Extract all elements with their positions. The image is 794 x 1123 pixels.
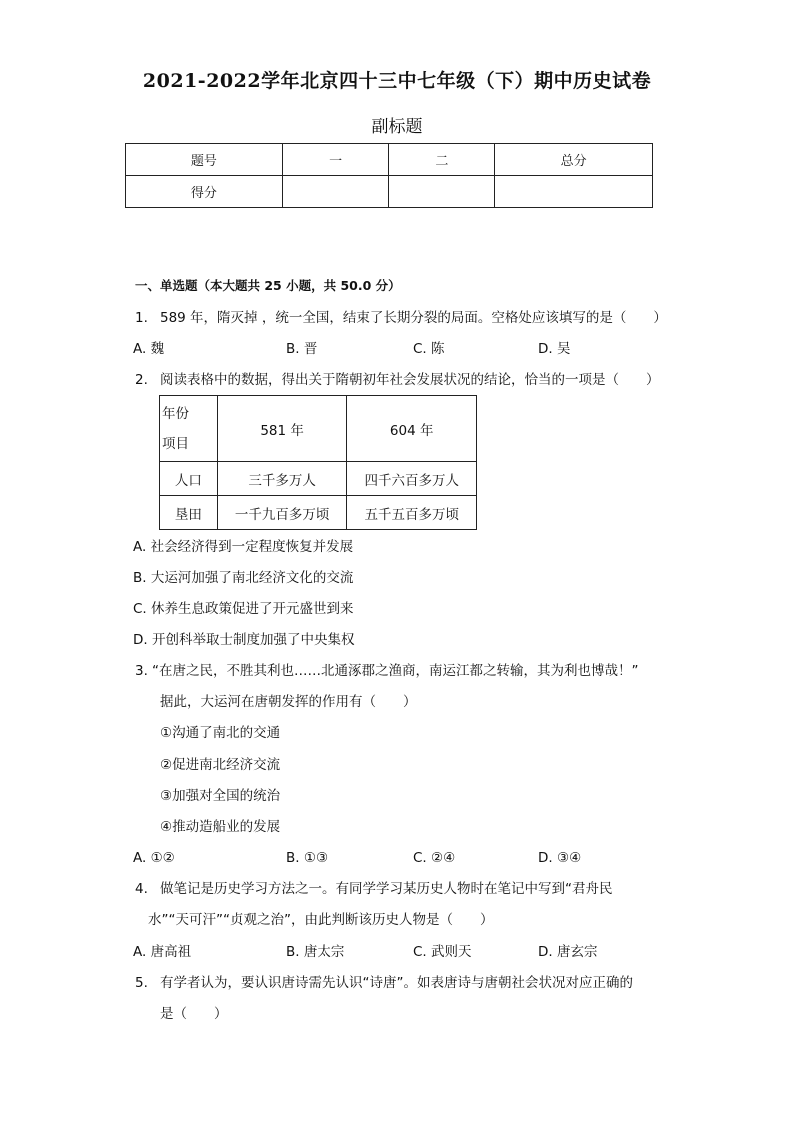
question-stem: 589 年，隋灭掉 ，统一全国，结束了长期分裂的局面。空格处应该填写的是（ ）: [160, 310, 667, 326]
answer-option: C. 武则天: [413, 944, 472, 960]
answer-option: A. 社会经济得到一定程度恢复并发展: [133, 539, 354, 555]
score-table-cell: 题号: [126, 144, 283, 176]
answer-option: D. 唐玄宗: [538, 944, 598, 960]
table-header-cell: 581 年: [217, 396, 347, 462]
answer-option: B. ①③: [286, 850, 329, 866]
question-number: 1.: [135, 310, 148, 326]
question-number: 4.: [135, 881, 148, 897]
corner-label-item: 项目: [162, 435, 189, 452]
section-heading: 一、单选题（本大题共 25 小题，共 50.0 分）: [135, 278, 401, 293]
answer-option: D. 吴: [538, 341, 571, 357]
table-cell: 三千多万人: [217, 462, 347, 496]
page-subtitle: 副标题: [371, 117, 423, 137]
answer-option: B. 晋: [286, 341, 318, 357]
statement-item: ①沟通了南北的交通: [160, 725, 281, 741]
answer-option: D. 开创科举取士制度加强了中央集权: [133, 632, 355, 648]
answer-option: A. 唐高祖: [133, 944, 192, 960]
question-stem: 阅读表格中的数据，得出关于隋朝初年社会发展状况的结论，恰当的一项是（ ）: [160, 372, 660, 388]
question-number: 2.: [135, 372, 148, 388]
table-cell: 五千五百多万顷: [347, 496, 477, 530]
table-header-cell: 604 年: [347, 396, 477, 462]
statement-item: ④推动造船业的发展: [160, 819, 281, 835]
score-table-header-row: [126, 144, 653, 176]
score-table-cell: [495, 176, 653, 208]
table-cell: 垦田: [160, 496, 218, 530]
score-table-cell: [282, 176, 389, 208]
answer-option: A. ①②: [133, 850, 175, 866]
question-stem: 做笔记是历史学习方法之一。有同学学习某历史人物时在笔记中写到“君舟民: [160, 881, 613, 897]
question-stem: 据此，大运河在唐朝发挥的作用有（ ）: [160, 694, 417, 710]
answer-option: B. 唐太宗: [286, 944, 345, 960]
question-stem: 有学者认为，要认识唐诗需先认识“诗唐”。如表唐诗与唐朝社会状况对应正确的: [160, 975, 633, 991]
table-row: [160, 462, 477, 496]
answer-option: A. 魏: [133, 341, 165, 357]
score-table-cell: 总分: [495, 144, 653, 176]
answer-option: C. ②④: [413, 850, 456, 866]
answer-option: C. 休养生息政策促进了开元盛世到来: [133, 601, 354, 617]
table-row: [160, 496, 477, 530]
score-table-cell: 得分: [126, 176, 283, 208]
score-table-cell: 二: [389, 144, 495, 176]
statement-item: ②促进南北经济交流: [160, 757, 281, 773]
score-table: [125, 143, 653, 208]
page-title: 2021-2022学年北京四十三中七年级（下）期中历史试卷: [142, 70, 652, 92]
table-row: [160, 396, 477, 462]
score-table-cell: 一: [282, 144, 389, 176]
question-number: 3.: [135, 663, 148, 679]
question-stem: “在唐之民，不胜其利也……北通涿郡之渔商，南运江都之转输，其为利也博哉！”: [152, 663, 639, 679]
question-number: 5.: [135, 975, 148, 991]
question-stem: 是（ ）: [160, 1006, 228, 1022]
statement-item: ③加强对全国的统治: [160, 788, 281, 804]
table-cell: 一千九百多万顷: [217, 496, 347, 530]
answer-option: C. 陈: [413, 341, 445, 357]
table-cell: 人口: [160, 462, 218, 496]
answer-option: D. ③④: [538, 850, 582, 866]
question-stem: 水”“天可汗”“贞观之治”，由此判断该历史人物是（ ）: [148, 912, 494, 928]
population-data-table: [159, 395, 477, 530]
table-corner-cell: [160, 396, 218, 462]
score-table-cell: [389, 176, 495, 208]
score-table-score-row: [126, 176, 653, 208]
corner-label-year: 年份: [162, 405, 189, 422]
table-cell: 四千六百多万人: [347, 462, 477, 496]
answer-option: B. 大运河加强了南北经济文化的交流: [133, 570, 354, 586]
